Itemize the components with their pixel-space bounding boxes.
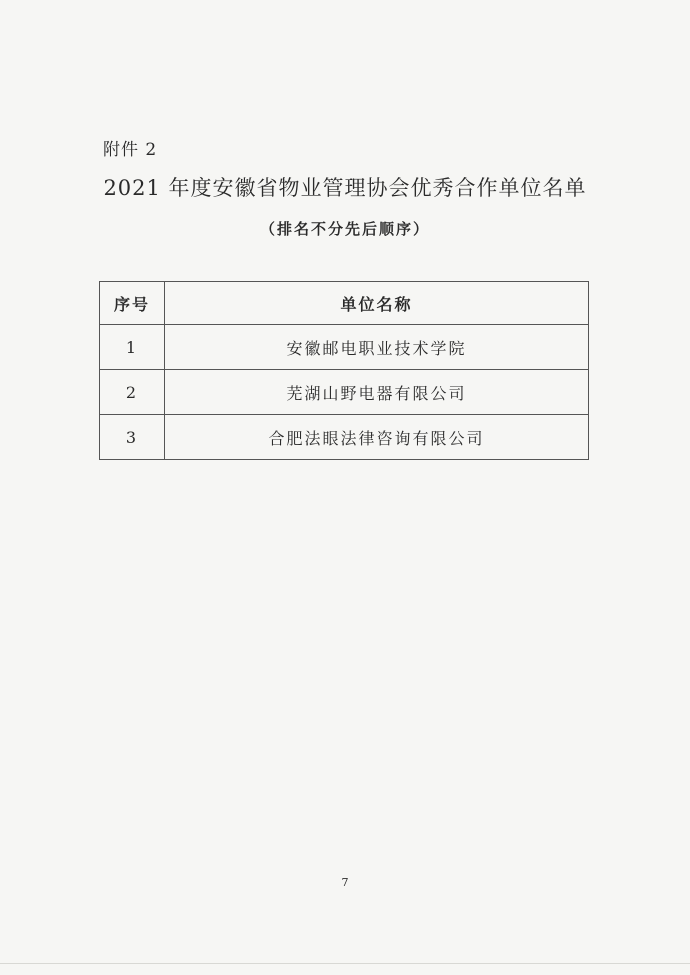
- document-title: 2021 年度安徽省物业管理协会优秀合作单位名单: [103, 176, 587, 200]
- row-seq: 2: [100, 370, 165, 415]
- row-unit-name: 安徽邮电职业技术学院: [165, 325, 589, 370]
- header-seq: 序号: [100, 282, 165, 325]
- row-seq: 3: [100, 415, 165, 460]
- page-bottom-edge: [0, 963, 690, 964]
- document-subtitle: （排名不分先后顺序）: [259, 220, 430, 238]
- row-seq: 1: [100, 325, 165, 370]
- table-row: [100, 370, 589, 415]
- table-header-row: [100, 282, 589, 325]
- header-unit-name: 单位名称: [165, 282, 589, 325]
- row-unit-name: 合肥法眼法律咨询有限公司: [165, 415, 589, 460]
- row-unit-name: 芜湖山野电器有限公司: [165, 370, 589, 415]
- page-number: 7: [341, 876, 349, 889]
- units-table: [99, 281, 589, 460]
- table-row: [100, 415, 589, 460]
- attachment-label: 附件 2: [103, 140, 158, 160]
- table-row: [100, 325, 589, 370]
